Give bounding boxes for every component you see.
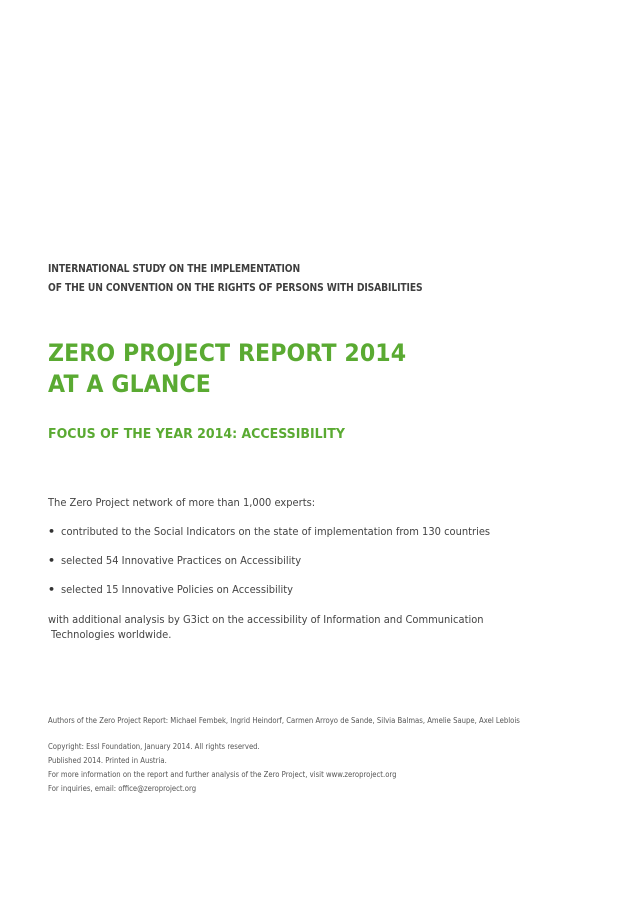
bullet-icon: • bbox=[48, 583, 56, 596]
intro-text: The Zero Project network of more than 1,000 experts: bbox=[48, 496, 316, 509]
analysis-text-line-2: Technologies worldwide. bbox=[51, 628, 172, 641]
bullet-icon: • bbox=[48, 525, 56, 538]
copyright-line: Copyright: Essl Foundation, January 2014. All rights reserved. bbox=[48, 742, 260, 751]
focus-subtitle: FOCUS OF THE YEAR 2014: ACCESSIBILITY bbox=[48, 426, 345, 442]
more-info-line: For more information on the report and further analysis of the Zero Project, visit www.zeroproject.org bbox=[48, 770, 397, 779]
report-title-line-2: AT A GLANCE bbox=[48, 370, 211, 398]
list-item-text: selected 15 Innovative Policies on Accessibility bbox=[61, 583, 294, 596]
report-title-line-1: ZERO PROJECT REPORT 2014 bbox=[48, 339, 407, 367]
analysis-text-line-1: with additional analysis by G3ict on the accessibility of Information and Communication bbox=[48, 613, 484, 626]
inquiries-line: For inquiries, email: office@zeroproject.org bbox=[48, 784, 197, 793]
authors-line: Authors of the Zero Project Report: Michael Fembek, Ingrid Heindorf, Carmen Arroyo de Sande, Silvia Balmas, Amelie Saupe, Axel Leblois bbox=[48, 716, 520, 725]
published-line: Published 2014. Printed in Austria. bbox=[48, 756, 167, 765]
list-item-text: selected 54 Innovative Practices on Accessibility bbox=[61, 554, 302, 567]
study-heading-line-2: OF THE UN CONVENTION ON THE RIGHTS OF PERSONS WITH DISABILITIES bbox=[48, 283, 423, 294]
list-item-text: contributed to the Social Indicators on the state of implementation from 130 countries bbox=[61, 525, 491, 538]
bullet-icon: • bbox=[48, 554, 56, 567]
study-heading-line-1: INTERNATIONAL STUDY ON THE IMPLEMENTATION bbox=[48, 264, 301, 275]
